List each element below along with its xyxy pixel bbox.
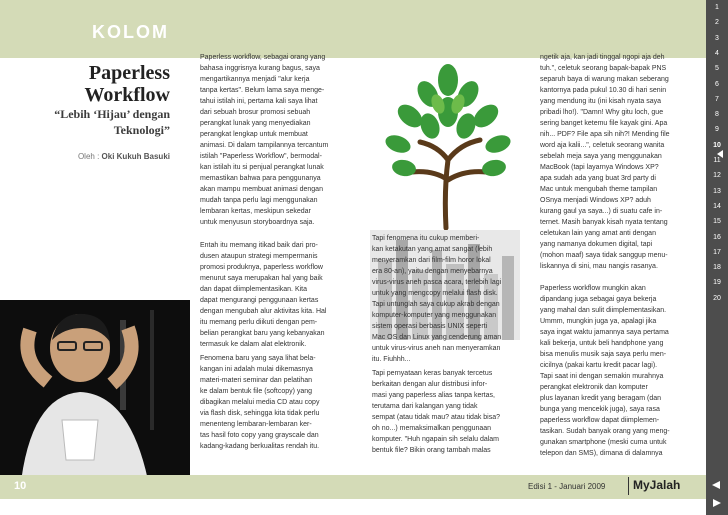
page-link-9[interactable]: 9 (715, 126, 719, 134)
page-link-7[interactable]: 7 (715, 95, 719, 103)
author-name: Oki Kukuh Basuki (101, 152, 170, 161)
page-link-15[interactable]: 15 (713, 218, 721, 226)
current-page-marker-icon (717, 150, 723, 158)
page-link-14[interactable]: 14 (713, 202, 721, 210)
body-column-2-para-1: Tapi fenomena itu cukup memberi- kan ketakutan yang amat sangat (lebih menyeramkan dari film-film horor lokal era 80-an), yaitu dengan menyebarnya virus-virus aneh pasca acara, terlebih lagi untuk yang mengcopy melalui flash disk. Tapi untunglah saya cukup akrab dengan komputer-komputer yang menggunakan sistem operasi berbasis UNIX seperti Mac OS dan Linux yang cenderung aman untuk virus-virus aneh nan menyeramkan itu. Fiuhhh... (372, 235, 502, 363)
body-column-1-para-2: Entah itu memang itikad baik dari pro- dusen ataupun strategi mempermanis promosi produknya, paperless workflow menurut saya merupakan hal yang baik dan dapat diimplementasikan. Kita dapat mengurangi penggunaan kertas dengan mengubah alur aktivitas kita. Hal itu memang perlu diikuti dengan pem- belian perangkat baru yang kebanyakan termasuk ke dalam alat elektronik. (200, 242, 327, 348)
brand-logo: MyJalah (633, 478, 681, 492)
page-rail (706, 0, 728, 515)
tree-illustration (368, 60, 528, 230)
triangle-right-icon (713, 499, 721, 507)
article-subtitle: “Lebih ‘Hijau’ dengan Teknologi” (54, 107, 170, 137)
page-link-17[interactable]: 17 (713, 248, 721, 256)
page-link-19[interactable]: 19 (713, 279, 721, 287)
title-line-1: Paperless (88, 62, 170, 84)
page-link-8[interactable]: 8 (715, 111, 719, 119)
section-label: KOLOM (92, 22, 169, 42)
author-photo-image (0, 300, 190, 490)
page-link-6[interactable]: 6 (715, 80, 719, 88)
page-link-12[interactable]: 12 (713, 172, 721, 180)
byline (40, 152, 170, 161)
page-link-10[interactable]: 10 (713, 141, 721, 149)
page-link-13[interactable]: 13 (713, 187, 721, 195)
author-photo (0, 300, 190, 490)
body-column-1-para-3: Fenomena baru yang saya lihat bela- kangan ini adalah mulai dikemasnya materi-materi seminar dan pelatihan ke dalam bentuk file (softcopy) yang dibagikan melalui media CD atau copy via flash disk, sehingga kita tidak perlu menenteng lembaran-lembaran ker- tas hasil foto copy yang grayscale dan kadang-kadang berkualitas rendah itu. (200, 355, 320, 450)
page-link-3[interactable]: 3 (715, 34, 719, 42)
body-column-3-para-2: Paperless workflow mungkin akan dipandang juga sebagai gaya bekerja yang mahal dan sulit diimplementasikan. Ummm, mungkin juga ya, apalagi jika saya ingat waktu jamannya saya pertama kali bekerja, untuk beli handphone yang bisa menulis musik saja saya perlu men- cicilnya (pakai kartu kredit pacar lagi). Tapi saat ini dengan semakin murahnya perangkat elektronik dan komputer plus layanan kredit yang beragam (dan bunga yang mencekik juga), saya rasa paperless workflow dapat diimplemen- tasikan. Sudah banyak orang yang meng- gunakan smartphone (meski cuma untuk telepon dan SMS), dimana di dalamnya (540, 285, 670, 457)
page-link-20[interactable]: 20 (713, 294, 721, 302)
page-link-18[interactable]: 18 (713, 264, 721, 272)
page-link-16[interactable]: 16 (713, 233, 721, 241)
article-title (50, 62, 170, 106)
edition-label: Edisi 1 - Januari 2009 (528, 482, 606, 491)
triangle-left-icon (712, 481, 720, 489)
next-page-button[interactable] (706, 495, 728, 511)
body-column-2-para-2: Tapi pernyataan keras banyak tercetus berkaitan dengan alur distribusi infor- masi yang paperless alias tanpa kertas, terutama dari kalangan yang tidak sempat (atau tidak mau? atau tidak bisa? oh no...) memaksimalkan penggunaan komputer. "Huh ngapain sih selalu dalam bentuk file? Bikin orang tambah malas (372, 370, 501, 454)
page-link-11[interactable]: 11 (713, 157, 721, 164)
page-link-1[interactable]: 1 (715, 4, 719, 11)
tree-icon (368, 60, 528, 230)
footer-divider (628, 477, 629, 495)
byline-prefix: Oleh : (77, 152, 100, 161)
body-column-3-para-1: ngetik aja, kan jadi tinggal ngopi aja deh tuh.", celetuk seorang bapak-bapak PNS separuh baya di warung makan seberang kantornya pada pukul 10.30 di hari senin yang mendung itu (ini kisah nyata saya pribadi lho!). "Damn! Why gitu loch, gue sering banget ketemu file kayak gini. Apa nih... PDF? File apa sih nih?! Mending file word aja kalii...", celetuk seorang wanita sebelah meja saya yang menggunakan MacBook (tapi layarnya Windows XP? apa sudah ada yang buat 3rd party di Mac untuk mengubah theme tampilan OSnya menjadi Windows XP? aduh kurang gaul ya saya...) di suatu cafe in- ternet. Masih banyak kisah nyata tentang celetukan lain yang amat anti dengan yang namanya dokumen digital, tapi (mohon maaf) saya tidak sanggup menu- liskannya di sini, mau nangis rasanya. (540, 54, 670, 270)
page-link-5[interactable]: 5 (715, 65, 719, 73)
title-line-2: Workflow (84, 84, 170, 106)
page-number: 10 (14, 480, 27, 492)
page-link-4[interactable]: 4 (715, 49, 719, 57)
prev-page-button[interactable] (706, 477, 728, 493)
page-link-2[interactable]: 2 (715, 19, 719, 27)
body-column-1-para-1: Paperless workflow, sebagai orang yang bahasa inggrisnya kurang bagus, saya mengartikannya menjadi "alur kerja tanpa kertas". Belum lama saya menge- tahui istilah ini, pertama kali saya lihat dari sebuah brosur promosi sebuah perangkat lunak yang menyediakan perangkat lengkap untuk membuat animasi. Di dalam tampilannya tercantum istilah "Paperless Workflow", bermodal- kan istilah itu si penjual perangkat lunak memastikan bahwa para penggunanya akan mampu membuat animasi dengan mudah tanpa perlu lagi menggunakan lembaran kertas, meskipun sekedar untuk menyusun storyboardnya saja. (200, 54, 329, 226)
